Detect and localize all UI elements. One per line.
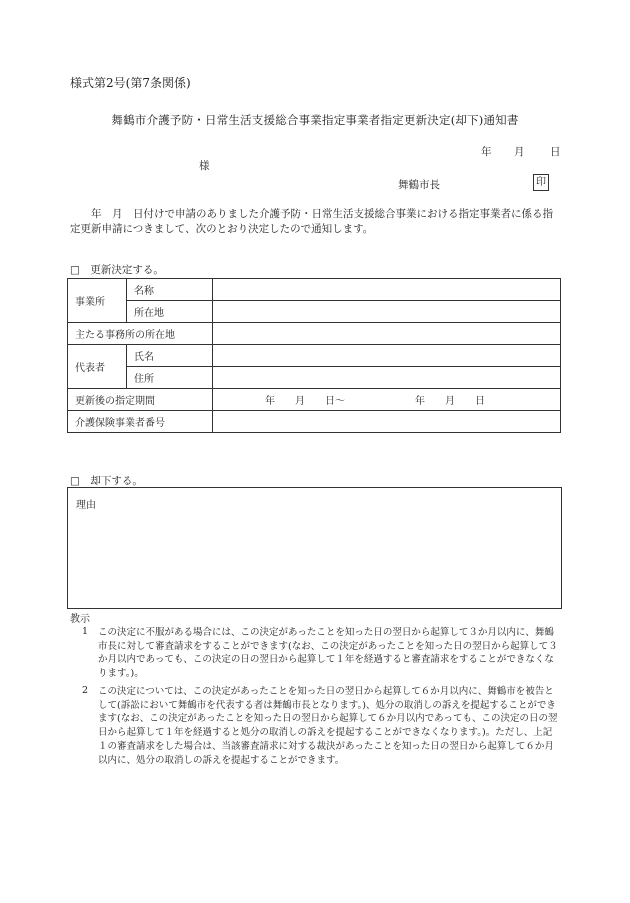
date-year-label: 年 <box>481 146 492 158</box>
business-name-label: 名称 <box>127 279 213 301</box>
renewal-checkbox-label: □ 更新決定する。 <box>70 264 164 276</box>
rep-name-label: 氏名 <box>127 345 213 367</box>
renewal-info-table <box>67 278 561 433</box>
date-day-label: 日 <box>550 146 561 158</box>
representative-label: 代表者 <box>68 345 127 389</box>
business-label: 事業所 <box>68 279 127 323</box>
date-month-label: 月 <box>514 146 525 158</box>
note-item: この決定については、この決定があったことを知った日の翌日から起算して６か月以内に、舞鶴市を被告として(訴訟において舞鶴市を代表する者は舞鶴市長となります。)、処分の取消しの訴えを提起することができます(なお、この決定があったことを知った日の翌日から起算して６か月以内であっても、この決定の日の翌日から起算して１年を経過すると処分の取消しの訴えを提起することができなくなります。)。ただし、上記１の審査請求をした場合は、当該審査請求に対する裁決があったことを知った日の翌日から起算して６か月以内に、処分の取消しの訴えを提起することができます。 <box>98 686 558 766</box>
period-label: 更新後の指定期間 <box>68 389 213 411</box>
issuer-name: 舞鶴市長 <box>398 179 440 191</box>
period-value: 年 月 日～ 年 月 日 <box>213 389 561 411</box>
insurer-number-label: 介護保険事業者番号 <box>68 411 213 433</box>
note-item: この決定に不服がある場合には、この決定があったことを知った日の翌日から起算して３か月以内に、舞鶴市長に対して審査請求をすることができます(なお、この決定があったことを知った日の翌日から起算して３か月以内であっても、この決定の日の翌日から起算して１年を経過すると審査請求をすることができなくなります。)。 <box>98 627 558 680</box>
recipient-honorific: 様 <box>199 160 210 172</box>
business-location-field <box>213 301 561 323</box>
business-name-field <box>213 279 561 301</box>
form-number: 様式第2号(第7条関係) <box>70 76 191 90</box>
document-title: 舞鶴市介護予防・日常生活支援総合事業指定事業者指定更新決定(却下)通知書 <box>111 113 519 127</box>
insurer-number-field <box>213 411 561 433</box>
rep-name-field <box>213 345 561 367</box>
reason-box <box>67 487 562 609</box>
notes-title: 教示 <box>70 614 90 625</box>
main-office-label: 主たる事務所の所在地 <box>68 323 213 345</box>
rep-address-field <box>213 367 561 389</box>
reason-label: 理由 <box>76 500 96 511</box>
rep-address-label: 住所 <box>127 367 213 389</box>
note-number: 1 <box>82 626 89 637</box>
note-number: 2 <box>82 685 89 696</box>
business-location-label: 所在地 <box>127 301 213 323</box>
body-paragraph: 年 月 日付けで申請のありました介護予防・日常生活支援総合事業における指定事業者に係る指定更新申請につきまして、次のとおり決定したので通知します。 <box>70 208 553 235</box>
rejection-checkbox-label: □ 却下する。 <box>70 475 143 487</box>
seal-mark: 印 <box>533 174 549 191</box>
main-office-field <box>213 323 561 345</box>
